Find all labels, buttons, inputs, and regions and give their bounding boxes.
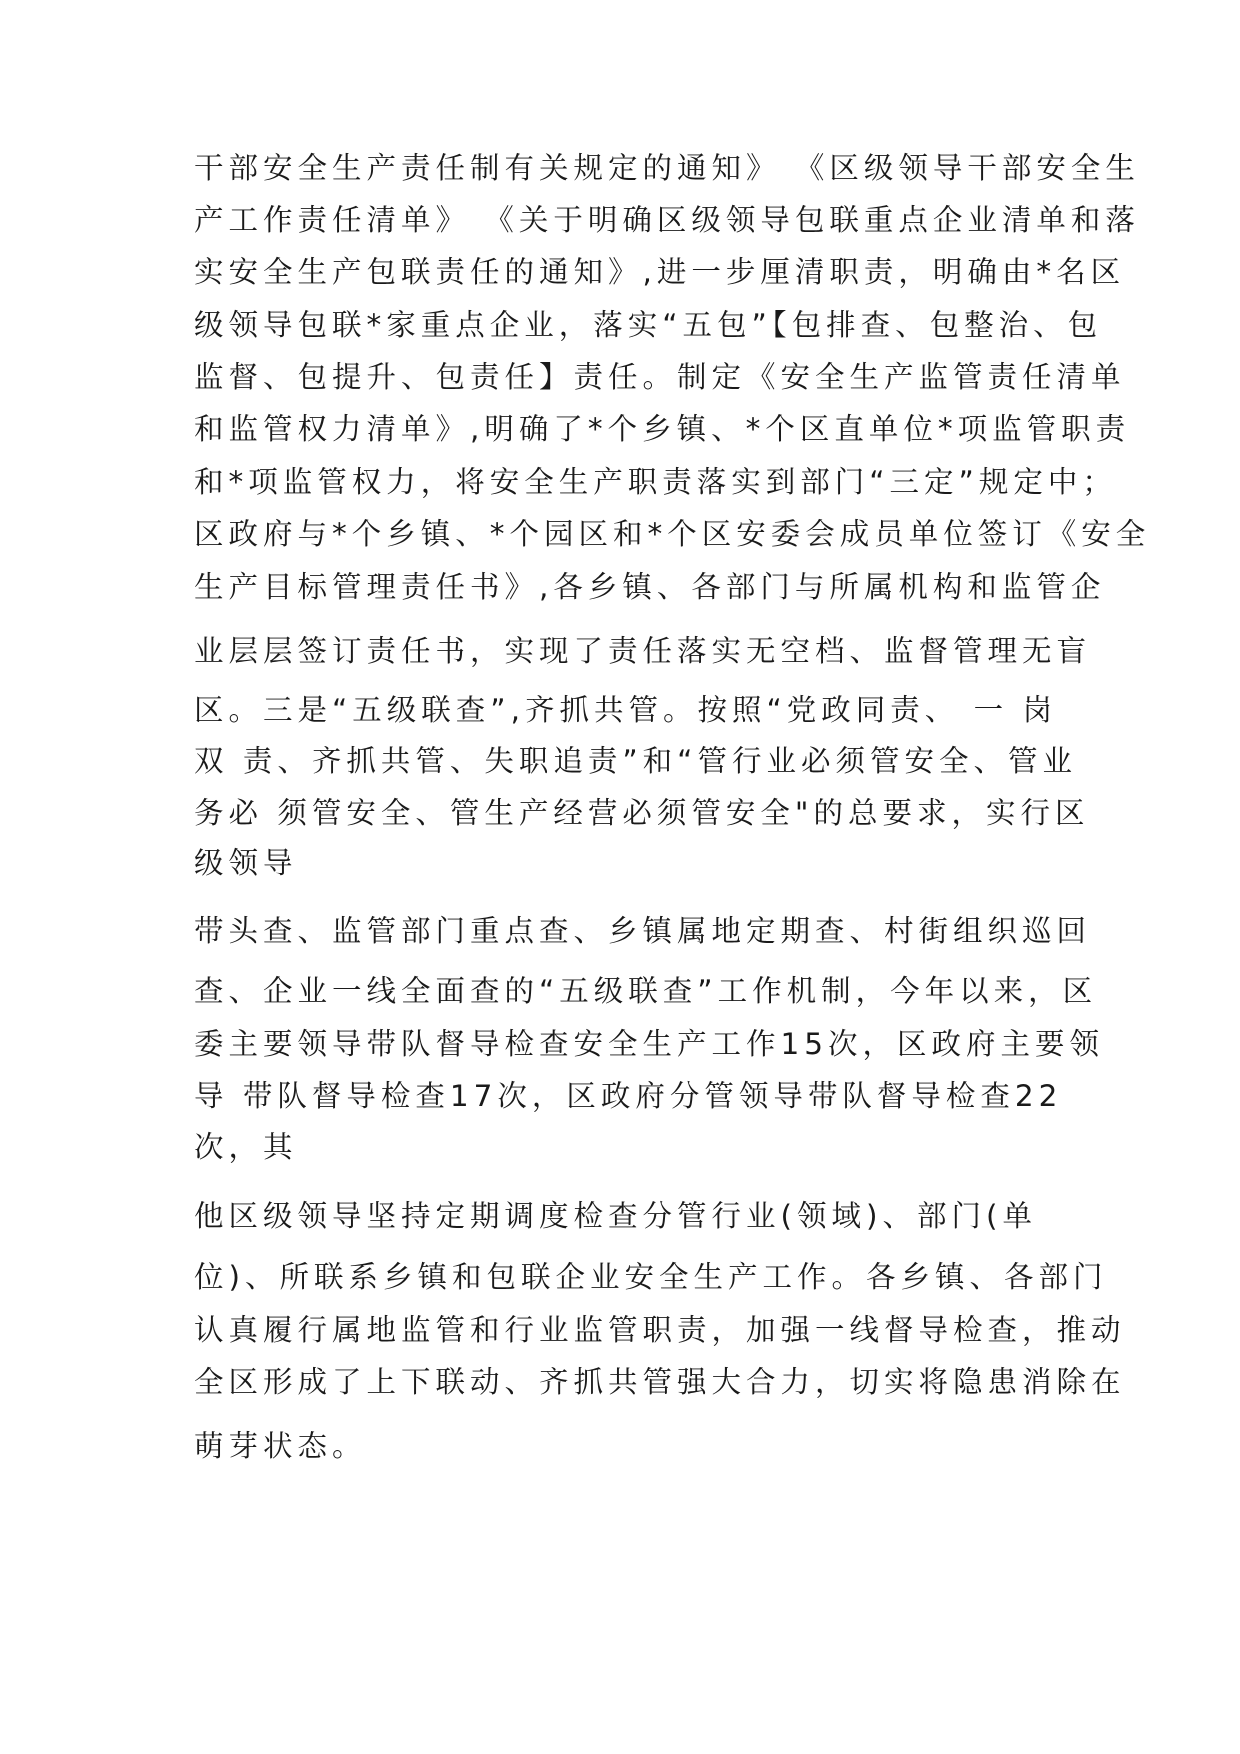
text-line: 全区形成了上下联动、齐抓共管强大合力，切实将隐患消除在 xyxy=(194,1365,1126,1399)
text-line: 生产目标管理责任书》,各乡镇、各部门与所属机构和监管企 xyxy=(194,570,1106,604)
text-line: 实安全生产包联责任的通知》,进一步厘清职责，明确由*名区 xyxy=(194,255,1126,289)
text-line: 次，其 xyxy=(194,1130,298,1164)
text-line: 位)、所联系乡镇和包联企业安全生产工作。各乡镇、各部门 xyxy=(194,1260,1108,1294)
text-line: 区政府与*个乡镇、*个园区和*个区安委会成员单位签订《安全 xyxy=(194,517,1151,551)
text-line: 产工作责任清单》 《关于明确区级领导包联重点企业清单和落 xyxy=(194,203,1140,237)
text-line: 认真履行属地监管和行业监管职责，加强一线督导检查，推动 xyxy=(194,1313,1126,1347)
text-line: 业层层签订责任书，实现了责任落实无空档、监督管理无盲 xyxy=(194,634,1092,668)
text-line: 带头查、监管部门重点查、乡镇属地定期查、村街组织巡回 xyxy=(194,914,1092,948)
text-line: 区。三是“五级联查”,齐抓共管。按照“党政同责、 一 岗 xyxy=(194,693,1057,727)
text-line: 务必 须管安全、管生产经营必须管安全"的总要求，实行区 xyxy=(194,796,1090,830)
text-line: 导 带队督导检查17次，区政府分管领导带队督导检查22 xyxy=(194,1079,1063,1113)
text-line: 他区级领导坚持定期调度检查分管行业(领域)、部门(单 xyxy=(194,1199,1038,1233)
text-line: 监督、包提升、包责任】责任。制定《安全生产监管责任清单 xyxy=(194,360,1126,394)
text-line: 查、企业一线全面查的“五级联查”工作机制，今年以来，区 xyxy=(194,974,1098,1008)
text-line: 和*项监管权力，将安全生产职责落实到部门“三定”规定中； xyxy=(194,465,1117,499)
text-line: 级领导 xyxy=(194,846,298,880)
text-line: 萌芽状态。 xyxy=(194,1429,367,1463)
text-line: 级领导包联*家重点企业，落实“五包”【包排查、包整治、包 xyxy=(194,308,1103,342)
text-line: 双 责、齐抓共管、失职追责”和“管行业必须管安全、管业 xyxy=(194,744,1077,778)
text-line: 和监管权力清单》,明确了*个乡镇、*个区直单位*项监管职责 xyxy=(194,412,1131,446)
text-line: 干部安全生产责任制有关规定的通知》 《区级领导干部安全生 xyxy=(194,151,1140,185)
text-line: 委主要领导带队督导检查安全生产工作15次，区政府主要领 xyxy=(194,1027,1105,1061)
